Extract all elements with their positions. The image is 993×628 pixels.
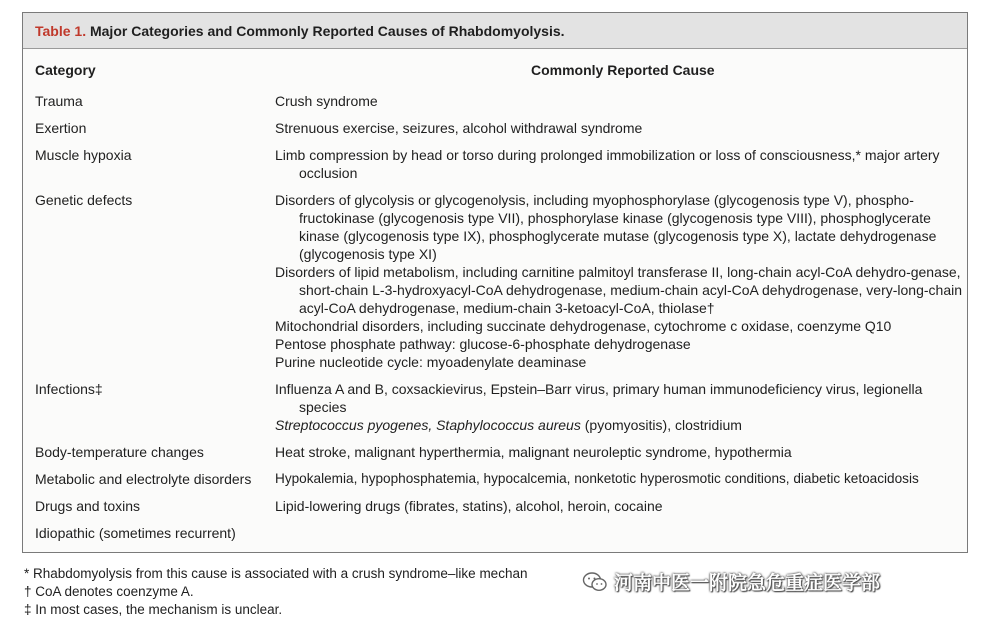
category-cell: Body-temperature changes: [35, 444, 204, 460]
table-frame: [22, 12, 968, 553]
cause-text: Disorders of glycolysis or glycogenolysis, including myophosphorylase (glycogenosis type V), phospho-fructokinase (glycogenosis type VII), phosphorylase kinase (glycogenosis type VIII), phosphoglycerate kinase (glycogenosis type IX), phosphoglycerate mutase (glycogenosis type X), lactate dehydrogenase (glycogenosis type XI): [275, 192, 937, 262]
cause-text: Hypokalemia, hypophosphatemia, hypocalcemia, nonketotic hyperosmotic conditions, diabetic ketoacidosis: [275, 471, 919, 486]
cause-cell: [275, 443, 965, 461]
table-title-text: Major Categories and Commonly Reported Causes of Rhabdomyolysis.: [89, 23, 565, 39]
cause-text: Influenza A and B, coxsackievirus, Epstein–Barr virus, primary human immunodeficiency virus, legionella species: [275, 381, 923, 415]
column-header-category: Category: [35, 62, 96, 78]
column-header-cause: Commonly Reported Cause: [531, 62, 715, 78]
category-cell: Muscle hypoxia: [35, 147, 132, 163]
footnote: * Rhabdomyolysis from this cause is associated with a crush syndrome–like mechan: [24, 566, 528, 581]
category-cell: Infections‡: [35, 381, 103, 397]
watermark-text: 河南中医一附院急危重症医学部: [614, 573, 881, 594]
cause-cell: [275, 497, 965, 515]
cause-cell: [275, 470, 965, 488]
cause-text: Strenuous exercise, seizures, alcohol withdrawal syndrome: [275, 120, 643, 136]
cause-cell: [275, 191, 965, 371]
cause-text: Heat stroke, malignant hyperthermia, malignant neuroleptic syndrome, hypothermia: [275, 444, 792, 460]
category-cell: Idiopathic (sometimes recurrent): [35, 525, 236, 541]
footnotes: [24, 565, 527, 619]
cause-cell: [275, 146, 965, 182]
category-cell: Exertion: [35, 120, 87, 136]
footnote: † CoA denotes coenzyme A.: [24, 584, 194, 599]
category-cell: Trauma: [35, 93, 83, 109]
cause-text: Lipid-lowering drugs (fibrates, statins), alcohol, heroin, cocaine: [275, 498, 663, 514]
watermark: [582, 568, 880, 595]
cause-text: Crush syndrome: [275, 93, 378, 109]
footnote: ‡ In most cases, the mechanism is unclear.: [24, 602, 283, 617]
organism-names: Streptococcus pyogenes, Staphylococcus aureus: [275, 417, 581, 433]
cause-text: Mitochondrial disorders, including succinate dehydrogenase, cytochrome c oxidase, coenzyme Q10: [275, 318, 892, 334]
wechat-icon: [582, 571, 608, 593]
cause-text: Disorders of lipid metabolism, including carnitine palmitoyl transferase II, long-chain acyl-CoA dehydro-genase, short-chain L-3-hydroxyacyl-CoA dehydrogenase, medium-chain acyl-CoA dehydrogenase, very-long-chain acyl-CoA dehydrogenase, medium-chain 3-ketoacyl-CoA, thiolase†: [275, 264, 963, 316]
cause-cell: [275, 119, 965, 137]
table-number: Table 1.: [35, 23, 87, 39]
cause-cell: [275, 92, 965, 110]
category-cell: Metabolic and electrolyte disorders: [35, 471, 252, 487]
cause-cell: [275, 380, 965, 434]
cause-text-italic-line: [275, 416, 965, 434]
cause-text: Purine nucleotide cycle: myoadenylate deaminase: [275, 354, 587, 370]
cause-text: Limb compression by head or torso during prolonged immobilization or loss of consciousness,* major artery occlusion: [275, 147, 940, 181]
organism-suffix: (pyomyositis), clostridium: [580, 417, 742, 433]
category-cell: Drugs and toxins: [35, 498, 141, 514]
table-title: [23, 13, 967, 49]
category-cell: Genetic defects: [35, 192, 133, 208]
cause-text: Pentose phosphate pathway: glucose-6-phosphate dehydrogenase: [275, 336, 691, 352]
